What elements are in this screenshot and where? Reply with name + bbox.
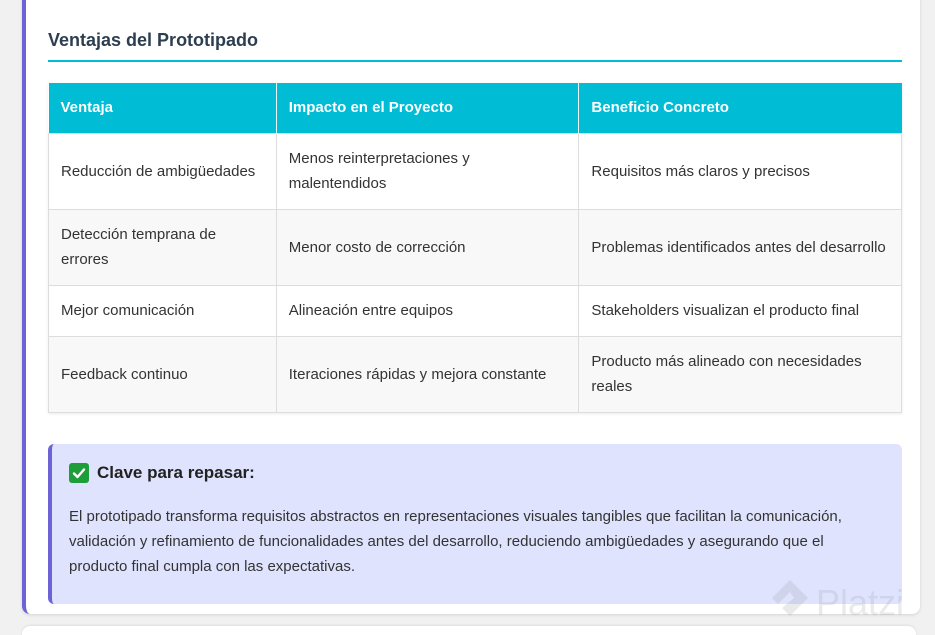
table-cell: Iteraciones rápidas y mejora constante [276,336,579,412]
callout-text: El prototipado transforma requisitos abstractos en representaciones visuales tangibles que facilitan la comunicación, validación y refinamiento de funcionalidades antes del desarrollo, reduciendo ambigüedades y asegurando que el producto final cumpla con las expectativas. [69,508,842,575]
table-row [49,133,902,209]
table-cell: Detección temprana de errores [49,209,277,285]
platzi-watermark [770,578,904,627]
title-divider [48,60,902,62]
table-cell: Reducción de ambigüedades [49,133,277,209]
table-cell: Menor costo de corrección [276,209,579,285]
watermark-text: Platzi [816,581,905,623]
callout-title: Clave para repasar: [97,463,255,482]
callout-header [69,463,255,483]
content-card [22,0,920,614]
table-cell: Problemas identificados antes del desarrollo [579,209,902,285]
table-cell: Alineación entre equipos [276,285,579,336]
table-header-cell: Beneficio Concreto [579,83,902,133]
table-cell: Feedback continuo [49,336,277,412]
table-header-row [49,83,902,133]
table-cell: Producto más alineado con necesidades reales [579,336,902,412]
table-cell: Menos reinterpretaciones y malentendidos [276,133,579,209]
table-row [49,285,902,336]
table-row [49,209,902,285]
table-header-cell: Impacto en el Proyecto [276,83,579,133]
table-row [49,336,902,412]
table-cell: Stakeholders visualizan el producto final [579,285,902,336]
platzi-logo-icon [770,578,810,627]
advantages-table [48,83,902,413]
section-title: Ventajas del Prototipado [48,30,259,50]
table-cell: Requisitos más claros y precisos [579,133,902,209]
next-content-card [22,626,916,635]
table-cell: Mejor comunicación [49,285,277,336]
check-mark-icon [69,463,89,483]
table-header-cell: Ventaja [49,83,277,133]
